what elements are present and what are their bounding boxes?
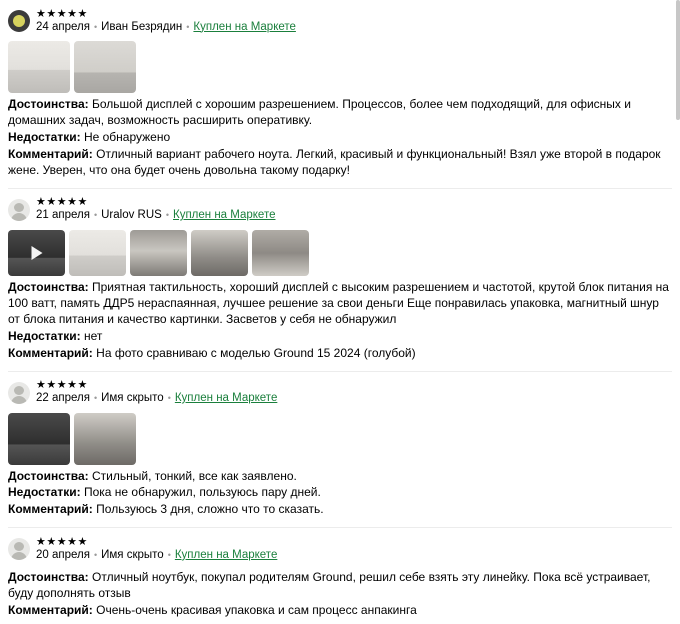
dot-separator: •	[167, 549, 171, 560]
photo-screen[interactable]	[191, 230, 248, 276]
review-header	[8, 528, 672, 564]
comment-text: Пользуюсь 3 дня, сложно что то сказать.	[96, 502, 324, 517]
scrollbar-vertical[interactable]	[676, 0, 680, 542]
cons-label: Недостатки:	[8, 129, 81, 144]
pros-text: Отличный ноутбук, покупал родителям Ground, решил себе взять эту линейку. Пока всё устраивает, буду дополнять отзыв	[8, 570, 651, 601]
review-author: Имя скрыто	[101, 392, 164, 405]
photo-laptop-dark[interactable]	[8, 413, 70, 465]
review-photos	[8, 408, 672, 469]
review-header	[8, 189, 672, 225]
review-comment	[8, 147, 672, 179]
review-photos	[8, 36, 672, 97]
review-meta	[36, 392, 277, 405]
review-meta	[36, 549, 277, 562]
rating-stars: ★★★★★	[36, 196, 88, 209]
photo-desk[interactable]	[130, 230, 187, 276]
dot-separator: •	[93, 21, 98, 32]
dot-separator: •	[167, 393, 171, 404]
purchased-badge[interactable]: Куплен на Маркете	[173, 209, 276, 222]
review-pros	[8, 280, 672, 328]
cons-label: Недостатки:	[8, 328, 81, 343]
review-author: Uralov RUS	[101, 209, 162, 222]
review-meta	[36, 209, 275, 222]
review-photos	[8, 225, 672, 280]
review-date: 20 апреля	[36, 548, 90, 561]
pros-label: Достоинства:	[8, 279, 89, 294]
review-comment	[8, 502, 672, 518]
photo-laptop-side[interactable]	[74, 41, 136, 93]
avatar	[8, 199, 30, 221]
comment-label: Комментарий:	[8, 146, 93, 161]
photo-laptop-open[interactable]	[69, 230, 126, 276]
rating-stars: ★★★★★	[36, 535, 88, 548]
review-body	[8, 564, 672, 624]
cons-text: Пока не обнаружил, пользуюсь пару дней.	[83, 485, 321, 500]
comment-label: Комментарий:	[8, 502, 93, 517]
rating-stars: ★★★★★	[36, 379, 88, 392]
review-body	[8, 97, 672, 184]
pros-label: Достоинства:	[8, 468, 89, 483]
review-date: 21 апреля	[36, 209, 90, 222]
review-item	[0, 0, 680, 189]
review-body	[8, 469, 672, 524]
review-header	[8, 372, 672, 408]
review-header-text	[36, 380, 277, 405]
comment-label: Комментарий:	[8, 345, 93, 360]
review-body	[8, 280, 672, 367]
pros-text: Стильный, тонкий, все как заявлено.	[92, 468, 297, 483]
review-meta	[36, 21, 296, 34]
dot-separator: •	[93, 549, 98, 560]
review-comment	[8, 603, 672, 619]
review-header-text	[36, 9, 296, 34]
review-pros	[8, 469, 672, 485]
review-date: 22 апреля	[36, 392, 90, 405]
review-header-text	[36, 197, 275, 222]
photo-video-preview[interactable]	[8, 230, 65, 276]
review-cons	[8, 485, 672, 501]
rating-stars: ★★★★★	[36, 7, 88, 20]
comment-text: Очень-очень красивая упаковка и сам процесс анпакинга	[96, 603, 417, 618]
review-item	[0, 189, 680, 372]
photo-laptop-table[interactable]	[74, 413, 136, 465]
cons-text: нет	[83, 328, 103, 343]
pros-text: Приятная тактильность, хороший дисплей с высоким разрешением и частотой, крутой блок питания на 100 ватт, память ДДР5 нераспаянная, лучшее решение за свои деньги Еще понравилась упаковка, магнитный шнур от блока питания и качество картинки. Засветов у себя не обнаружил	[8, 279, 669, 326]
pros-text: Большой дисплей с хорошим разрешением. Процессов, более чем подходящий, для офисных и домашних задач, возможность расширить оперативку.	[8, 97, 631, 127]
comment-label: Комментарий:	[8, 603, 93, 618]
purchased-badge[interactable]: Куплен на Маркете	[174, 548, 278, 561]
review-pros	[8, 570, 672, 602]
pros-label: Достоинства:	[8, 570, 89, 585]
review-cons	[8, 130, 672, 146]
dot-separator: •	[165, 210, 169, 221]
dot-separator: •	[93, 393, 98, 404]
review-header	[8, 0, 672, 36]
review-date: 24 апреля	[36, 20, 90, 33]
review-pros	[8, 97, 672, 129]
dot-separator: •	[93, 210, 98, 221]
cons-label: Недостатки:	[8, 485, 81, 500]
purchased-badge[interactable]: Куплен на Маркете	[193, 20, 296, 33]
purchased-badge[interactable]: Куплен на Маркете	[174, 392, 278, 405]
review-author: Иван Безрядин	[101, 20, 183, 33]
play-icon	[31, 246, 42, 260]
photo-laptop-closed[interactable]	[8, 41, 70, 93]
cons-text: Не обнаружено	[83, 129, 171, 144]
scrollbar-thumb[interactable]	[676, 0, 680, 120]
review-cons	[8, 329, 672, 345]
review-comment	[8, 346, 672, 362]
avatar	[8, 382, 30, 404]
review-item	[0, 372, 680, 529]
comment-text: Отличный вариант рабочего ноута. Легкий, красивый и функциональный! Взял уже второй в подарок жене. Уверен, что она будет очень довольна такому подарку!	[8, 146, 661, 177]
comment-text: На фото сравниваю с моделью Ground 15 2024 (голубой)	[96, 345, 416, 360]
avatar	[8, 10, 30, 32]
review-item	[0, 528, 680, 624]
review-author: Имя скрыто	[101, 548, 164, 561]
photo-hands-keyboard[interactable]	[252, 230, 309, 276]
review-header-text	[36, 537, 277, 562]
dot-separator: •	[186, 21, 190, 32]
pros-label: Достоинства:	[8, 97, 89, 111]
